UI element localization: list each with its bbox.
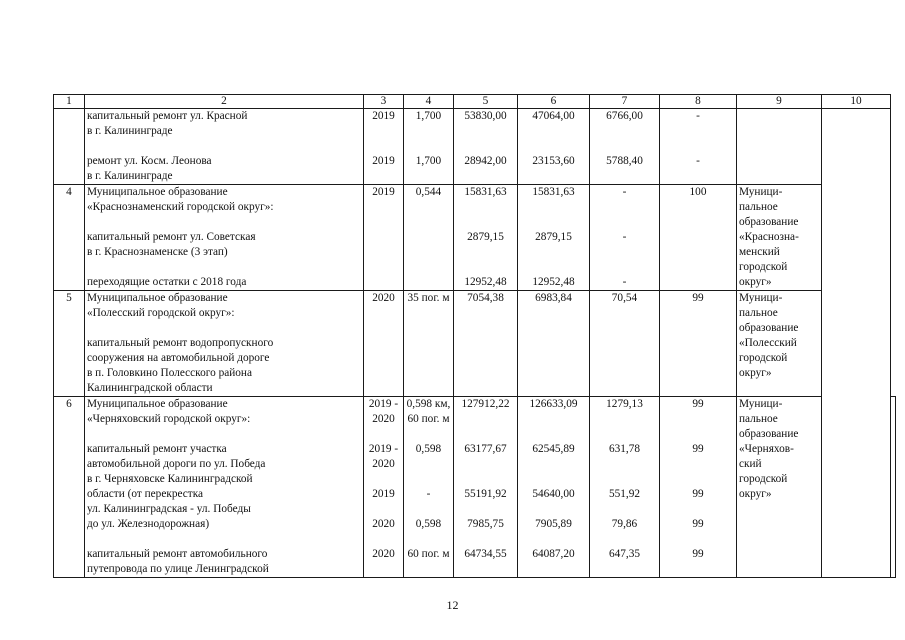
municipal-value: 70,54 <box>611 292 638 304</box>
length-cell <box>404 397 454 578</box>
header-cell: 8 <box>660 95 737 109</box>
total-value: 127912,22 <box>461 398 510 410</box>
recipient-cell <box>737 109 822 185</box>
item-name-line: капитальный ремонт участка <box>87 443 227 455</box>
total-value: 53830,00 <box>464 110 507 122</box>
item-name-line: ремонт ул. Косм. Леонова <box>87 155 212 167</box>
regional-cell <box>518 397 590 578</box>
recipient-line: Муници- <box>739 186 783 198</box>
header-cell: 4 <box>404 95 454 109</box>
item-name-line: в г. Калининграде <box>87 125 173 137</box>
year-cell <box>364 397 404 578</box>
item-name-line: Калининградской области <box>87 382 213 394</box>
year-value: 2019 <box>372 488 395 500</box>
year-value: 2019 <box>372 155 395 167</box>
recipient-line: пальное <box>739 201 778 213</box>
municipal-value: 6766,00 <box>606 110 643 122</box>
municipal-value: - <box>622 231 627 243</box>
year-cell <box>364 109 404 185</box>
recipient-line: городской <box>739 473 788 485</box>
table-row <box>54 185 896 291</box>
year-value: 2019 - <box>368 443 399 455</box>
total-value: 2879,15 <box>467 231 504 243</box>
table-row <box>54 109 896 185</box>
header-cell: 1 <box>54 95 85 109</box>
recipient-cell <box>737 291 822 397</box>
item-name-line: капитальный ремонт водопропускного <box>87 337 274 349</box>
regional-value: 6983,84 <box>535 292 572 304</box>
item-name-cell <box>85 109 364 185</box>
total-value: 64734,55 <box>464 548 507 560</box>
total-value: 63177,67 <box>464 443 507 455</box>
recipient-line: округ» <box>739 276 772 288</box>
recipient-line: образование <box>739 428 799 440</box>
length-value: 35 пог. м <box>407 292 450 304</box>
municipal-cell <box>590 291 660 397</box>
org-name-line: «Полесский городской округ»: <box>87 307 235 319</box>
table-row <box>54 397 896 578</box>
year-value: 2019 <box>372 186 395 198</box>
municipal-value: 5788,40 <box>606 155 643 167</box>
municipal-value: - <box>622 276 627 288</box>
share-value: - <box>696 155 700 167</box>
year-value: 2020 <box>372 458 395 470</box>
year-value: 2019 - <box>368 398 399 410</box>
recipient-line: пальное <box>739 413 778 425</box>
year-value: 2019 <box>372 110 395 122</box>
recipient-line: округ» <box>739 488 772 500</box>
share-value: - <box>696 110 700 122</box>
municipal-value: 647,35 <box>608 548 641 560</box>
recipient-line: городской <box>739 261 788 273</box>
regional-cell <box>518 109 590 185</box>
total-value: 15831,63 <box>464 186 507 198</box>
header-cell: 7 <box>590 95 660 109</box>
org-name-line: «Черняховский городской округ»: <box>87 413 251 425</box>
header-cell: 3 <box>364 95 404 109</box>
municipal-value: 631,78 <box>608 443 641 455</box>
recipient-cell <box>737 185 822 291</box>
year-cell <box>364 291 404 397</box>
recipient-cell <box>737 397 822 578</box>
header-cell: 9 <box>737 95 822 109</box>
share-value: 99 <box>692 292 704 304</box>
total-value: 7054,38 <box>467 292 504 304</box>
regional-value: 62545,89 <box>532 443 575 455</box>
length-value: 1,700 <box>415 110 442 122</box>
item-name-line: в п. Головкино Полесского района <box>87 367 252 379</box>
share-value: 99 <box>692 398 704 410</box>
item-name-line: области (от перекрестка <box>87 488 204 500</box>
table-row <box>54 291 896 397</box>
length-value: 60 пог. м <box>407 413 450 425</box>
municipal-cell <box>590 397 660 578</box>
org-name-line: Муниципальное образование <box>87 292 228 304</box>
recipient-line: городской <box>739 352 788 364</box>
item-name-line: до ул. Железнодорожная) <box>87 518 210 530</box>
year-value: 2020 <box>372 413 395 425</box>
regional-value: 7905,89 <box>535 518 572 530</box>
regional-value: 126633,09 <box>529 398 578 410</box>
length-value: 0,598 км, <box>406 398 451 410</box>
item-name-line: капитальный ремонт ул. Советская <box>87 231 256 243</box>
item-name-line: в г. Черняховске Калининградской <box>87 473 253 485</box>
column-10-cell <box>822 109 891 578</box>
length-value: 0,598 <box>415 518 442 530</box>
regional-value: 64087,20 <box>532 548 575 560</box>
share-cell <box>660 397 737 578</box>
total-value: 7985,75 <box>467 518 504 530</box>
recipient-line: ский <box>739 458 762 470</box>
item-name-line: сооружения на автомобильной дороге <box>87 352 270 364</box>
municipal-cell <box>590 185 660 291</box>
row-number-cell: 6 <box>54 397 85 578</box>
item-name-line: в г. Калининграде <box>87 170 173 182</box>
recipient-line: менский <box>739 246 780 258</box>
regional-cell <box>518 291 590 397</box>
regional-value: 15831,63 <box>532 186 575 198</box>
recipient-line: «Черняхов- <box>739 443 794 455</box>
regional-value: 47064,00 <box>532 110 575 122</box>
length-value: - <box>426 488 431 500</box>
item-name-line: ул. Калининградская - ул. Победы <box>87 503 251 515</box>
total-cell <box>454 291 518 397</box>
org-name-line: «Краснознаменский городской округ»: <box>87 201 274 213</box>
regional-value: 2879,15 <box>535 231 572 243</box>
share-cell <box>660 109 737 185</box>
regional-value: 54640,00 <box>532 488 575 500</box>
total-value: 55191,92 <box>464 488 507 500</box>
total-cell <box>454 397 518 578</box>
recipient-line: «Краснозна- <box>739 231 799 243</box>
page-number: 12 <box>446 598 459 612</box>
budget-table <box>53 94 896 578</box>
recipient-line: «Полесский <box>739 337 797 349</box>
recipient-line: Муници- <box>739 292 783 304</box>
row-number-cell <box>54 109 85 185</box>
row-number-cell: 5 <box>54 291 85 397</box>
recipient-line: пальное <box>739 307 778 319</box>
length-cell <box>404 291 454 397</box>
regional-cell <box>518 185 590 291</box>
share-value: 99 <box>692 443 704 455</box>
column-10-cell <box>891 397 896 578</box>
share-value: 100 <box>689 186 707 198</box>
total-value: 28942,00 <box>464 155 507 167</box>
org-name-line: Муниципальное образование <box>87 186 228 198</box>
municipal-value: 551,92 <box>608 488 641 500</box>
item-name-line: капитальный ремонт ул. Красной <box>87 110 248 122</box>
share-value: 99 <box>692 488 704 500</box>
length-value: 0,598 <box>415 443 442 455</box>
regional-value: 12952,48 <box>532 276 575 288</box>
length-value: 60 пог. м <box>407 548 450 560</box>
row-number-cell: 4 <box>54 185 85 291</box>
share-value: 99 <box>692 518 704 530</box>
year-value: 2020 <box>372 548 395 560</box>
share-value: 99 <box>692 548 704 560</box>
year-cell <box>364 185 404 291</box>
total-cell <box>454 109 518 185</box>
recipient-line: Муници- <box>739 398 783 410</box>
item-name-cell <box>85 291 364 397</box>
municipal-value: - <box>622 186 627 198</box>
length-value: 0,544 <box>415 186 442 198</box>
header-row <box>54 95 896 109</box>
length-cell <box>404 109 454 185</box>
year-value: 2020 <box>372 518 395 530</box>
regional-value: 23153,60 <box>532 155 575 167</box>
item-name-line: путепровода по улице Ленинградской <box>87 563 269 575</box>
share-cell <box>660 291 737 397</box>
item-name-cell <box>85 185 364 291</box>
recipient-line: образование <box>739 216 799 228</box>
header-cell: 6 <box>518 95 590 109</box>
municipal-value: 79,86 <box>611 518 638 530</box>
total-cell <box>454 185 518 291</box>
municipal-value: 1279,13 <box>606 398 643 410</box>
item-name-line: в г. Краснознаменске (3 этап) <box>87 246 228 258</box>
header-cell: 5 <box>454 95 518 109</box>
year-value: 2020 <box>372 292 395 304</box>
header-cell: 10 <box>822 95 891 109</box>
item-name-line: капитальный ремонт автомобильного <box>87 548 268 560</box>
share-cell <box>660 185 737 291</box>
item-name-line: переходящие остатки с 2018 года <box>87 276 247 288</box>
recipient-line: округ» <box>739 367 772 379</box>
item-name-line: автомобильной дороги по ул. Победа <box>87 458 266 470</box>
length-cell <box>404 185 454 291</box>
length-value: 1,700 <box>415 155 442 167</box>
header-cell: 2 <box>85 95 364 109</box>
org-name-line: Муниципальное образование <box>87 398 228 410</box>
item-name-cell <box>85 397 364 578</box>
recipient-line: образование <box>739 322 799 334</box>
municipal-cell <box>590 109 660 185</box>
total-value: 12952,48 <box>464 276 507 288</box>
